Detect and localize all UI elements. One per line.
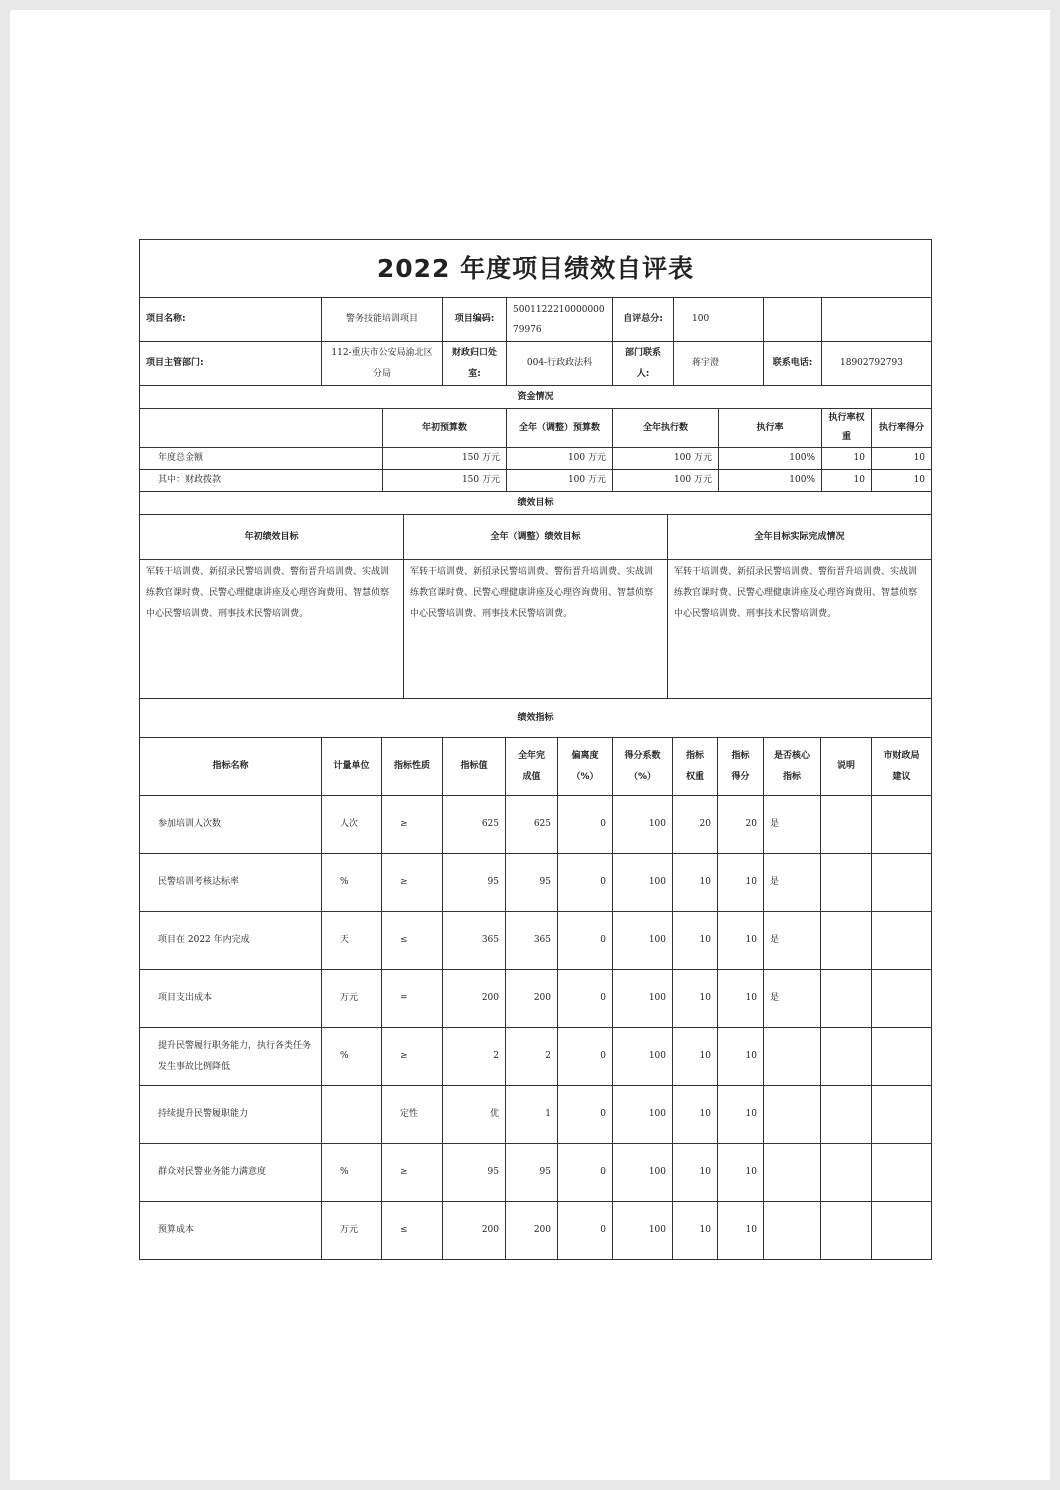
- indicator-target: 2: [443, 1028, 506, 1086]
- goals-section-title: 绩效目标: [140, 492, 932, 515]
- goals-table: [139, 491, 932, 699]
- indicator-core: [764, 1028, 821, 1086]
- indicator-weight: 10: [673, 1086, 718, 1144]
- indicator-deviation: 0: [558, 1086, 613, 1144]
- indicator-score: 10: [718, 970, 764, 1028]
- project-code: 500112221000000079976: [507, 298, 613, 342]
- indicator-unit: %: [322, 854, 382, 912]
- page-title: 2022 年度项目绩效自评表: [140, 240, 932, 298]
- indicator-advice: [872, 1086, 932, 1144]
- indicator-name: 预算成本: [140, 1202, 322, 1260]
- indicator-note: [821, 970, 872, 1028]
- indicator-advice: [872, 1028, 932, 1086]
- self-score-label: 自评总分:: [613, 298, 674, 342]
- indicator-note: [821, 1144, 872, 1202]
- indicator-score: 10: [718, 912, 764, 970]
- indicator-actual: 625: [506, 796, 558, 854]
- indicator-core: 是: [764, 854, 821, 912]
- indicator-weight: 10: [673, 854, 718, 912]
- indicator-core: 是: [764, 796, 821, 854]
- indicator-header: 市财政局建议: [872, 738, 932, 796]
- indicator-weight: 10: [673, 1028, 718, 1086]
- indicator-name: 持续提升民警履职能力: [140, 1086, 322, 1144]
- indicator-unit: 万元: [322, 970, 382, 1028]
- indicator-nature: ≥: [382, 796, 443, 854]
- indicator-advice: [872, 1202, 932, 1260]
- indicator-header: 指标性质: [382, 738, 443, 796]
- indicator-note: [821, 1202, 872, 1260]
- funds-cell: 10: [822, 470, 872, 492]
- table-row: [140, 796, 932, 854]
- indicator-advice: [872, 854, 932, 912]
- indicator-weight: 10: [673, 912, 718, 970]
- phone-label: 联系电话:: [764, 342, 822, 386]
- table-row: [140, 854, 932, 912]
- indicator-core: [764, 1202, 821, 1260]
- indicator-actual: 1: [506, 1086, 558, 1144]
- indicator-name: 项目在 2022 年内完成: [140, 912, 322, 970]
- indicator-deviation: 0: [558, 912, 613, 970]
- indicators-table: [139, 698, 932, 1260]
- empty-cell: [764, 298, 822, 342]
- project-code-label: 项目编码:: [443, 298, 507, 342]
- funds-header: 执行率得分: [872, 409, 932, 448]
- table-row: [140, 1144, 932, 1202]
- indicator-weight: 20: [673, 796, 718, 854]
- dept: 112-重庆市公安局渝北区分局: [322, 342, 443, 386]
- goals-header: 全年目标实际完成情况: [668, 515, 932, 560]
- indicator-deviation: 0: [558, 1144, 613, 1202]
- contact-label: 部门联系人:: [613, 342, 674, 386]
- funds-header: 执行率权重: [822, 409, 872, 448]
- goal-text-initial: 军转干培训费、新招录民警培训费、警衔晋升培训费、实战训练教官课时费、民警心理健康讲座及心理咨询费用、智慧侦察中心民警培训费、刑事技术民警培训费。: [140, 560, 404, 699]
- indicator-advice: [872, 912, 932, 970]
- indicator-actual: 200: [506, 970, 558, 1028]
- funds-cell: 10: [872, 470, 932, 492]
- indicator-coef: 100: [613, 1028, 673, 1086]
- phone: 18902792793: [822, 342, 932, 386]
- indicator-unit: 人次: [322, 796, 382, 854]
- empty-cell: [140, 409, 383, 448]
- table-row: [140, 1028, 932, 1086]
- finance: 004-行政政法科: [507, 342, 613, 386]
- indicator-name: 群众对民警业务能力满意度: [140, 1144, 322, 1202]
- funds-cell: 100%: [719, 448, 822, 470]
- indicator-target: 200: [443, 970, 506, 1028]
- project-name: 警务技能培训项目: [322, 298, 443, 342]
- indicator-coef: 100: [613, 854, 673, 912]
- table-row: [140, 912, 932, 970]
- indicator-deviation: 0: [558, 1202, 613, 1260]
- indicator-actual: 200: [506, 1202, 558, 1260]
- indicator-name: 民警培训考核达标率: [140, 854, 322, 912]
- indicator-header: 指标权重: [673, 738, 718, 796]
- funds-header: 执行率: [719, 409, 822, 448]
- funds-header: 全年（调整）预算数: [507, 409, 613, 448]
- funds-row-label: 年度总金额: [140, 448, 383, 470]
- finance-label: 财政归口处室:: [443, 342, 507, 386]
- indicator-actual: 365: [506, 912, 558, 970]
- indicator-note: [821, 854, 872, 912]
- indicator-core: 是: [764, 912, 821, 970]
- funds-cell: 100 万元: [507, 470, 613, 492]
- indicator-core: [764, 1144, 821, 1202]
- indicator-unit: 万元: [322, 1202, 382, 1260]
- indicator-score: 10: [718, 1202, 764, 1260]
- indicator-nature: ≥: [382, 1144, 443, 1202]
- indicator-score: 10: [718, 854, 764, 912]
- indicator-target: 365: [443, 912, 506, 970]
- indicator-nature: 定性: [382, 1086, 443, 1144]
- indicator-score: 20: [718, 796, 764, 854]
- indicator-score: 10: [718, 1144, 764, 1202]
- indicator-unit: %: [322, 1144, 382, 1202]
- funds-cell: 100 万元: [507, 448, 613, 470]
- dept-label: 项目主管部门:: [140, 342, 322, 386]
- indicator-nature: ≤: [382, 1202, 443, 1260]
- indicator-coef: 100: [613, 796, 673, 854]
- indicator-header: 指标值: [443, 738, 506, 796]
- indicator-coef: 100: [613, 1202, 673, 1260]
- empty-cell: [822, 298, 932, 342]
- goals-header: 全年（调整）绩效目标: [404, 515, 668, 560]
- indicator-header: 指标名称: [140, 738, 322, 796]
- contact: 蒋宇澄: [674, 342, 764, 386]
- funds-header: 年初预算数: [383, 409, 507, 448]
- indicator-header: 指标得分: [718, 738, 764, 796]
- indicator-coef: 100: [613, 1144, 673, 1202]
- funds-cell: 100 万元: [613, 470, 719, 492]
- indicator-target: 95: [443, 854, 506, 912]
- indicator-target: 优: [443, 1086, 506, 1144]
- indicator-weight: 10: [673, 970, 718, 1028]
- indicator-header: 说明: [821, 738, 872, 796]
- indicator-note: [821, 1028, 872, 1086]
- indicator-core: [764, 1086, 821, 1144]
- indicator-deviation: 0: [558, 1028, 613, 1086]
- indicator-advice: [872, 1144, 932, 1202]
- table-row: [140, 1086, 932, 1144]
- indicator-target: 625: [443, 796, 506, 854]
- indicator-score: 10: [718, 1028, 764, 1086]
- indicator-nature: =: [382, 970, 443, 1028]
- table-row: [140, 970, 932, 1028]
- funds-section-title: 资金情况: [140, 386, 932, 409]
- indicator-header: 计量单位: [322, 738, 382, 796]
- indicator-advice: [872, 970, 932, 1028]
- indicator-note: [821, 912, 872, 970]
- indicator-actual: 95: [506, 854, 558, 912]
- indicator-weight: 10: [673, 1144, 718, 1202]
- funds-header: 全年执行数: [613, 409, 719, 448]
- indicator-name: 参加培训人次数: [140, 796, 322, 854]
- indicator-target: 200: [443, 1202, 506, 1260]
- goal-text-adjusted: 军转干培训费、新招录民警培训费、警衔晋升培训费、实战训练教官课时费、民警心理健康讲座及心理咨询费用、智慧侦察中心民警培训费、刑事技术民警培训费。: [404, 560, 668, 699]
- goals-header: 年初绩效目标: [140, 515, 404, 560]
- funds-cell: 100%: [719, 470, 822, 492]
- table-row: [140, 1202, 932, 1260]
- funds-cell: 10: [822, 448, 872, 470]
- indicator-actual: 95: [506, 1144, 558, 1202]
- evaluation-form: [139, 239, 931, 1260]
- indicator-nature: ≤: [382, 912, 443, 970]
- indicator-coef: 100: [613, 1086, 673, 1144]
- info-table: [139, 239, 932, 386]
- funds-table: [139, 385, 932, 492]
- document-page: [10, 10, 1050, 1480]
- indicator-weight: 10: [673, 1202, 718, 1260]
- indicators-section-title: 绩效指标: [140, 699, 932, 738]
- indicator-unit: 天: [322, 912, 382, 970]
- indicator-note: [821, 796, 872, 854]
- indicator-nature: ≥: [382, 1028, 443, 1086]
- indicator-header: 得分系数（%）: [613, 738, 673, 796]
- indicator-deviation: 0: [558, 970, 613, 1028]
- project-name-label: 项目名称:: [140, 298, 322, 342]
- indicator-core: 是: [764, 970, 821, 1028]
- indicator-header: 是否核心指标: [764, 738, 821, 796]
- funds-cell: 100 万元: [613, 448, 719, 470]
- indicator-nature: ≥: [382, 854, 443, 912]
- indicator-name: 项目支出成本: [140, 970, 322, 1028]
- indicator-coef: 100: [613, 912, 673, 970]
- indicator-deviation: 0: [558, 796, 613, 854]
- funds-row-label: 其中：财政拨款: [140, 470, 383, 492]
- indicator-note: [821, 1086, 872, 1144]
- indicator-deviation: 0: [558, 854, 613, 912]
- funds-cell: 150 万元: [383, 448, 507, 470]
- indicator-unit: [322, 1086, 382, 1144]
- indicator-name: 提升民警履行职务能力，执行各类任务发生事故比例降低: [140, 1028, 322, 1086]
- goal-text-actual: 军转干培训费、新招录民警培训费、警衔晋升培训费、实战训练教官课时费、民警心理健康讲座及心理咨询费用、智慧侦察中心民警培训费、刑事技术民警培训费。: [668, 560, 932, 699]
- indicator-header: 全年完成值: [506, 738, 558, 796]
- indicator-header: 偏离度（%）: [558, 738, 613, 796]
- indicator-unit: %: [322, 1028, 382, 1086]
- funds-cell: 10: [872, 448, 932, 470]
- indicator-score: 10: [718, 1086, 764, 1144]
- indicator-target: 95: [443, 1144, 506, 1202]
- self-score: 100: [674, 298, 764, 342]
- indicator-advice: [872, 796, 932, 854]
- funds-cell: 150 万元: [383, 470, 507, 492]
- indicator-coef: 100: [613, 970, 673, 1028]
- indicator-actual: 2: [506, 1028, 558, 1086]
